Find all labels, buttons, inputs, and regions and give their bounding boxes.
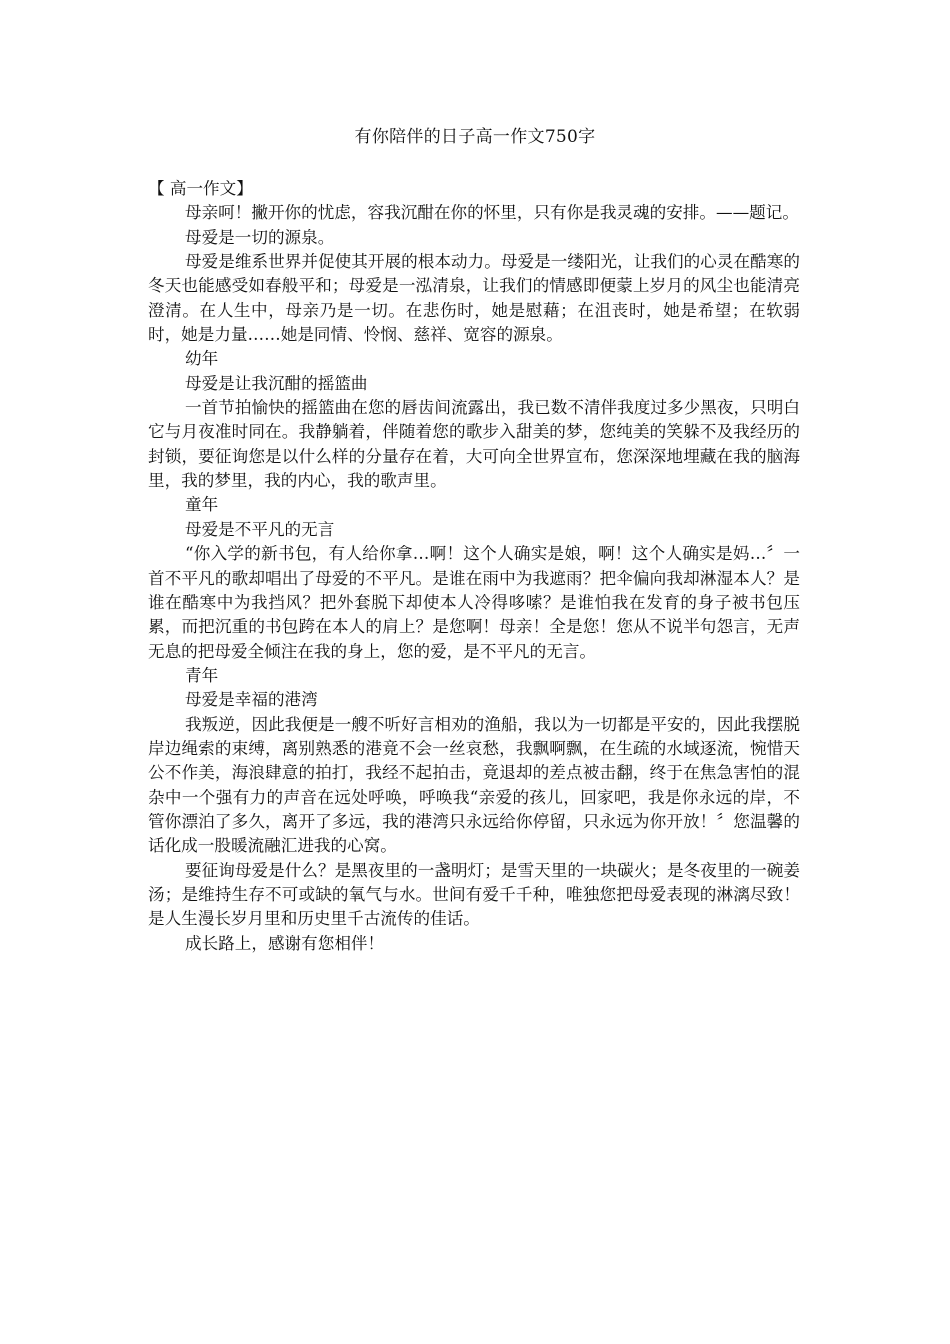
paragraph-youth: 我叛逆，因此我便是一艘不听好言相劝的渔船，我以为一切都是平安的，因此我摆脱岸边绳索的束缚，离别熟悉的港竟不会一丝哀愁，我飘啊飘，在生疏的水域逐流，惋惜天公不作美，海浪肆意的拍打，我经不起拍击，竟退却的差点被击翻，终于在焦急害怕的混杂中一个强有力的声音在远处呼唤，呼唤我“亲爱的孩儿，回家吧，我是你永远的岸，不管你漂泊了多久，离开了多远，我的港湾只永远给你停留，只永远为你开放！〞您温馨的话化成一股暖流融汇进我的心窝。	[148, 714, 800, 856]
paragraph-infancy: 一首节拍愉快的摇篮曲在您的唇齿间流露出，我已数不清伴我度过多少黑夜，只明白它与月夜准时同在。我静躺着，伴随着您的歌步入甜美的梦，您纯美的笑躲不及我经历的封锁，要征询您是以什么样的分量存在着，大可向全世界宣布，您深深地埋藏在我的脑海里，我的梦里，我的内心，我的歌声里。	[148, 398, 800, 491]
section-heading-infancy: 幼年	[185, 349, 219, 369]
paragraph-intro: 母爱是维系世界并促使其开展的根本动力。母爱是一缕阳光，让我们的心灵在酷寒的冬天也能感受如春般平和；母爱是一泓清泉，让我们的情感即便蒙上岁月的风尘也能清亮澄清。在人生中，母亲乃是一切。在悲伤时，她是慰藉；在沮丧时，她是希望；在软弱时，她是力量……她是同情、怜悯、慈祥、宽容的源泉。	[148, 252, 800, 345]
paragraph-epigraph: 母亲呵！撇开你的忧虑，容我沉酣在你的怀里，只有你是我灵魂的安排。——题记。	[185, 203, 799, 223]
paragraph-closing: 成长路上，感谢有您相伴！	[185, 933, 385, 953]
subheading-harbor: 母爱是幸福的港湾	[185, 690, 318, 710]
paragraph-childhood: “你入学的新书包，有人给你拿…啊！这个人确实是娘，啊！这个人确实是妈…〞一首不平凡的歌却唱出了母爱的不平凡。是谁在雨中为我遮雨？把伞偏向我却淋湿本人？是谁在酷寒中为我挡风？把外套脱下却使本人冷得哆嗦？是谁怕我在发育的身子被书包压累，而把沉重的书包跨在本人的肩上？是您啊！母亲！全是您！您从不说半句怨言，无声无息的把母爱全倾注在我的身上，您的爱，是不平凡的无言。	[148, 544, 800, 661]
subheading-lullaby: 母爱是让我沉酣的摇篮曲	[185, 373, 368, 393]
section-heading-youth: 青年	[185, 665, 219, 685]
subheading-silence: 母爱是不平凡的无言	[185, 519, 335, 539]
section-heading-childhood: 童年	[185, 495, 219, 515]
document-body	[148, 177, 800, 956]
paragraph-summary: 要征询母爱是什么？是黑夜里的一盏明灯；是雪天里的一块碳火；是冬夜里的一碗姜汤；是维持生存不可或缺的氧气与水。世间有爱千千种，唯独您把母爱表现的淋漓尽致！是人生漫长岁月里和历史里千古流传的佳话。	[148, 860, 800, 929]
document-title: 有你陪伴的日子高一作文750字	[354, 127, 596, 147]
category-label: 【 高一作文】	[148, 179, 253, 198]
paragraph-thesis: 母爱是一切的源泉。	[185, 227, 335, 247]
